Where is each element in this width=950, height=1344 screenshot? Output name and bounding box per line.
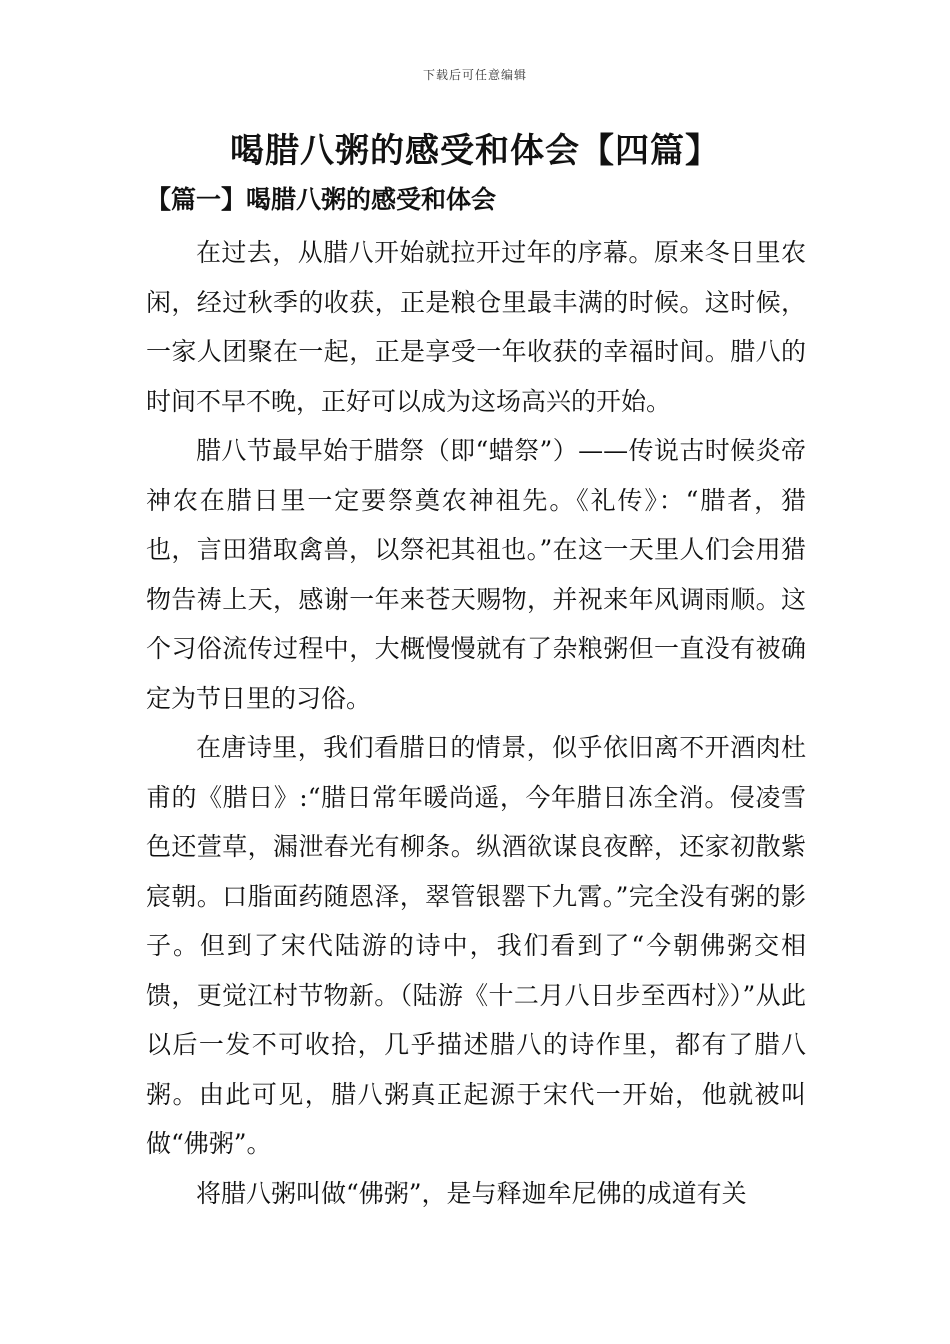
paragraph-2: 腊八节最早始于腊祭（即“蜡祭”）——传说古时候炎帝神农在腊日里一定要祭奠农神祖先。《礼传》：“腊者，猎也，言田猎取禽兽，以祭祀其祖也。”在这一天里人们会用猎物告祷上天，感谢一年来苍天赐物，并祝来年风调雨顺。这个习俗流传过程中，大概慢慢就有了杂粮粥但一直没有被确定为节日里的习俗。 xyxy=(146,436,806,713)
paragraph-1: 在过去，从腊八开始就拉开过年的序幕。原来冬日里农闲，经过秋季的收获，正是粮仓里最丰满的时候。这时候，一家人团聚在一起，正是享受一年收获的幸福时间。腊八的时间不早不晚，正好可以成为这场高兴的开始。 xyxy=(146,238,806,416)
section-heading: 【篇一】喝腊八粥的感受和体会 xyxy=(146,185,497,214)
page-header-note: 下载后可任意编辑 xyxy=(422,68,527,82)
document-body xyxy=(146,228,806,1218)
document-title: 喝腊八粥的感受和体会【四篇】 xyxy=(230,131,720,171)
paragraph-4: 将腊八粥叫做“佛粥”，是与释迦牟尼佛的成道有关 xyxy=(196,1178,747,1208)
paragraph-3: 在唐诗里，我们看腊日的情景，似乎依旧离不开酒肉杜甫的《腊日》:“腊日常年暖尚遥，今年腊日冻全消。侵凌雪色还萱草，漏泄春光有柳条。纵酒欲谋良夜醉，还家初散紫宸朝。口脂面药随恩泽，翠管银罂下九霄。”完全没有粥的影子。但到了宋代陆游的诗中，我们看到了“今朝佛粥交相馈，更觉江村节物新。（陆游《十二月八日步至西村》）”从此以后一发不可收拾，几乎描述腊八的诗作里，都有了腊八粥。由此可见，腊八粥真正起源于宋代一开始，他就被叫做“佛粥”。 xyxy=(146,733,806,1158)
